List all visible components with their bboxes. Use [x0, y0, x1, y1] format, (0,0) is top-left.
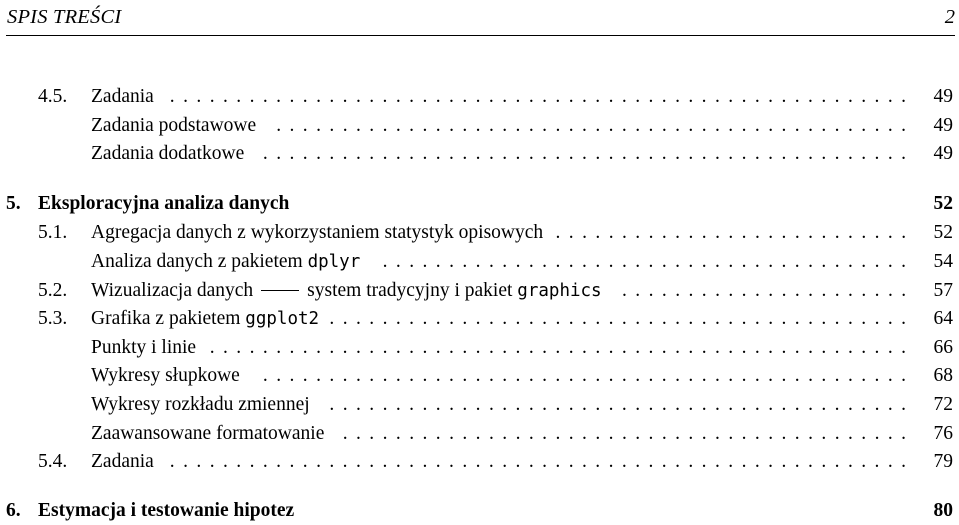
toc-entry-4-5[interactable]	[0, 83, 959, 111]
toc-entry-page: 64	[933, 308, 953, 329]
toc-entry-number: 4.5.	[38, 86, 68, 107]
toc-entry-title: Zadania	[91, 451, 154, 472]
dot-leader: . . . . . . . . . . . . . . . . . . . . . . . . . . .	[555, 222, 907, 243]
toc-entry-title: Zadania dodatkowe	[91, 143, 245, 164]
em-dash	[261, 290, 299, 291]
header-title: SPIS TREŚCI	[7, 6, 122, 28]
toc-entry-number: 5.1.	[38, 222, 68, 243]
toc-chapter-page: 80	[933, 500, 953, 521]
dot-leader: . . . . . . . . . . . . . . . . . . . . . . . . . . . . . . . . . . . . . . . . . . . .	[329, 308, 907, 329]
package-name: ggplot2	[245, 309, 320, 329]
toc-entry-page: 66	[933, 337, 953, 358]
toc-chapter-number: 6.	[6, 500, 21, 521]
toc-entry-page: 52	[933, 222, 953, 243]
toc-entry-title-part-b: system tradycyjny i pakiet	[307, 280, 518, 301]
toc-entry-page: 49	[933, 86, 953, 107]
toc-entry-5-3[interactable]	[0, 305, 959, 333]
package-name: graphics	[517, 281, 602, 301]
package-name: dplyr	[307, 252, 361, 272]
toc-entry-title: Zadania podstawowe	[91, 115, 257, 136]
toc-entry-title	[91, 277, 602, 305]
dot-leader: . . . . . . . . . . . . . . . . . . . . . . . . . . . . . . . . . . . . . . . . . . .	[342, 423, 907, 444]
toc-entry-page: 49	[933, 143, 953, 164]
toc-chapter-page: 52	[933, 193, 953, 214]
toc-entry-title: Zadania	[91, 86, 154, 107]
toc-entry-title	[91, 305, 319, 333]
toc-entry-punkty-i-linie[interactable]	[0, 334, 959, 362]
header-page-number: 2	[944, 6, 955, 28]
dot-leader: . . . . . . . . . . . . . . . . . . . . . . . . . . . . . . . . . . . . . . . . . . . . . . . . . . . . . . . .	[169, 451, 906, 472]
toc-chapter-number: 5.	[6, 193, 21, 214]
toc-entry-title-part-a: Wizualizacja danych	[91, 280, 254, 301]
toc-entry-zaawansowane-formatowanie[interactable]	[0, 420, 959, 448]
dot-leader: . . . . . . . . . . . . . . . . . . . . . .	[622, 280, 907, 301]
toc-entry-zadania-dodatkowe[interactable]	[0, 140, 959, 168]
toc-entry-number: 5.2.	[38, 280, 68, 301]
toc-entry-page: 49	[933, 115, 953, 136]
toc-entry-number: 5.4.	[38, 451, 68, 472]
toc-entry-title: Wykresy słupkowe	[91, 365, 240, 386]
toc-entry-page: 79	[933, 451, 953, 472]
dot-leader: . . . . . . . . . . . . . . . . . . . . . . . . . . . . . . . . . . . . . . . . . . . . . . . . . . . . . . . .	[169, 86, 906, 107]
toc-entry-title-text: Grafika z pakietem	[91, 308, 246, 329]
toc-entry-title: Zaawansowane formatowanie	[91, 423, 325, 444]
toc-entry-analiza-dplyr[interactable]	[0, 248, 959, 276]
dot-leader: . . . . . . . . . . . . . . . . . . . . . . . . . . . . . . . . . . . . . . . . . . . . . . . .	[276, 115, 907, 136]
toc-entry-title: Wykresy rozkładu zmiennej	[91, 394, 310, 415]
toc-chapter-5[interactable]	[0, 190, 959, 218]
toc-entry-page: 68	[933, 365, 953, 386]
toc-chapter-title: Eksploracyjna analiza danych	[38, 193, 290, 214]
toc-chapter-6[interactable]	[0, 497, 959, 525]
dot-leader: . . . . . . . . . . . . . . . . . . . . . . . . . . . . . . . . . . . . . . . .	[382, 251, 907, 272]
toc-entry-title: Agregacja danych z wykorzystaniem statystyk opisowych	[91, 222, 544, 243]
toc-entry-wykresy-rozkladu[interactable]	[0, 391, 959, 419]
toc-entry-title: Punkty i linie	[91, 337, 197, 358]
toc-entry-5-2[interactable]	[0, 277, 959, 305]
toc-entry-title	[91, 248, 360, 276]
toc-entry-page: 54	[933, 251, 953, 272]
toc-entry-page: 57	[933, 280, 953, 301]
toc-entry-page: 72	[933, 394, 953, 415]
toc-entry-title-text: Analiza danych z pakietem	[91, 251, 308, 272]
toc-entry-number: 5.3.	[38, 308, 68, 329]
toc-entry-5-1[interactable]	[0, 219, 959, 247]
dot-leader: . . . . . . . . . . . . . . . . . . . . . . . . . . . . . . . . . . . . . . . . . . . .	[329, 394, 907, 415]
toc-entry-page: 76	[933, 423, 953, 444]
toc-entry-5-4[interactable]	[0, 448, 959, 476]
dot-leader: . . . . . . . . . . . . . . . . . . . . . . . . . . . . . . . . . . . . . . . . . . . . . . . . . . . . .	[209, 337, 907, 358]
toc-entry-wykresy-slupkowe[interactable]	[0, 362, 959, 390]
dot-leader: . . . . . . . . . . . . . . . . . . . . . . . . . . . . . . . . . . . . . . . . . . . . . . . . .	[262, 365, 907, 386]
toc-chapter-title: Estymacja i testowanie hipotez	[38, 500, 295, 521]
dot-leader: . . . . . . . . . . . . . . . . . . . . . . . . . . . . . . . . . . . . . . . . . . . . . . . . .	[262, 143, 907, 164]
toc-entry-zadania-podstawowe[interactable]	[0, 112, 959, 140]
